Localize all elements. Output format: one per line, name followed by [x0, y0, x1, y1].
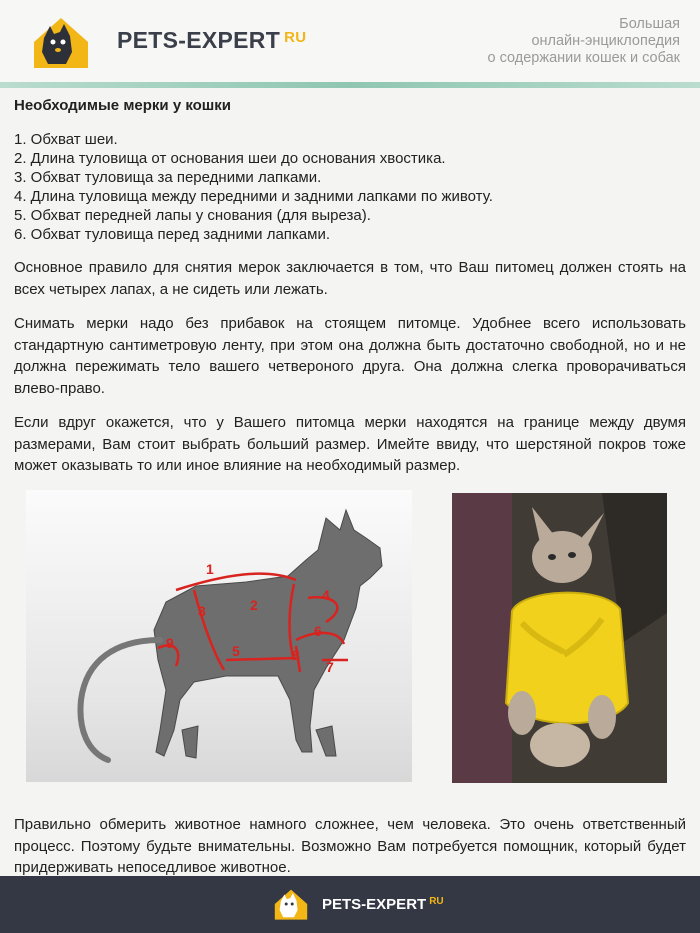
diagram-label: 9 [166, 635, 174, 651]
paragraph: Снимать мерки надо без прибавок на стоящем питомце. Удобнее всего использовать стандартную сантиметровую ленту, при этом она должна быть достаточно свободной, но и не должна пережимать тело вашего четвероного друга. Она должна слегка проворачиваться влево-право. [14, 315, 686, 397]
diagram-label: 7 [326, 659, 334, 675]
site-tagline: Большая онлайн-энциклопедия о содержании кошек и собак [487, 16, 680, 66]
diagram-label: 2 [250, 597, 258, 613]
list-item: 2. Длина туловища от основания шеи до основания хвостика. [14, 150, 446, 167]
article-title: Необходимые мерки у кошки [14, 97, 232, 114]
site-header [0, 0, 700, 82]
diagram-label: 3 [198, 603, 206, 619]
footer-brand[interactable]: PETS-EXPERT $^{RU}$ [322, 896, 444, 913]
closing-paragraph: Правильно обмерить животное намного сложнее, чем человека. Это очень ответственный процесс. Поэтому будьте внимательны. Возможно Вам потребуется помощник, который будет придерживать непоседливое животное. [14, 816, 686, 876]
diagram-label: 6 [314, 623, 322, 639]
header-divider [0, 82, 700, 88]
list-item: 4. Длина туловища между передними и задними лапками по животу. [14, 188, 493, 205]
footer-logo-icon[interactable] [270, 886, 312, 922]
brand-name[interactable]: PETS-EXPERT $^{RU}$ [117, 27, 307, 53]
cat-measurement-diagram [26, 490, 412, 782]
measurement-list [14, 130, 686, 244]
cat-in-sweater-photo [452, 493, 667, 783]
list-item: 5. Обхват передней лапы у снования (для выреза). [14, 207, 371, 224]
diagram-label: 5 [232, 643, 240, 659]
list-item: 1. Обхват шеи. [14, 131, 118, 148]
diagram-label: 1 [206, 561, 214, 577]
list-item: 3. Обхват туловища за передними лапками. [14, 169, 322, 186]
paragraph: Основное правило для снятия мерок заключается в том, что Ваш питомец должен стоять на всех четырех лапах, а не сидеть или лежать. [14, 259, 686, 298]
diagram-label: 8 [292, 647, 300, 663]
paragraph: Если вдруг окажется, что у Вашего питомца мерки находятся на границе между двумя размерами, Вам стоит выбрать больший размер. Имейте ввиду, что шерстяной покров тоже может оказывать то или иное влияние на необходимый размер. [14, 414, 686, 474]
article-content [14, 96, 686, 477]
list-item: 6. Обхват туловища перед задними лапками. [14, 226, 331, 243]
logo-icon[interactable] [26, 12, 96, 72]
site-footer [0, 876, 700, 933]
photo-row [0, 488, 700, 788]
diagram-label: 4 [322, 587, 330, 603]
